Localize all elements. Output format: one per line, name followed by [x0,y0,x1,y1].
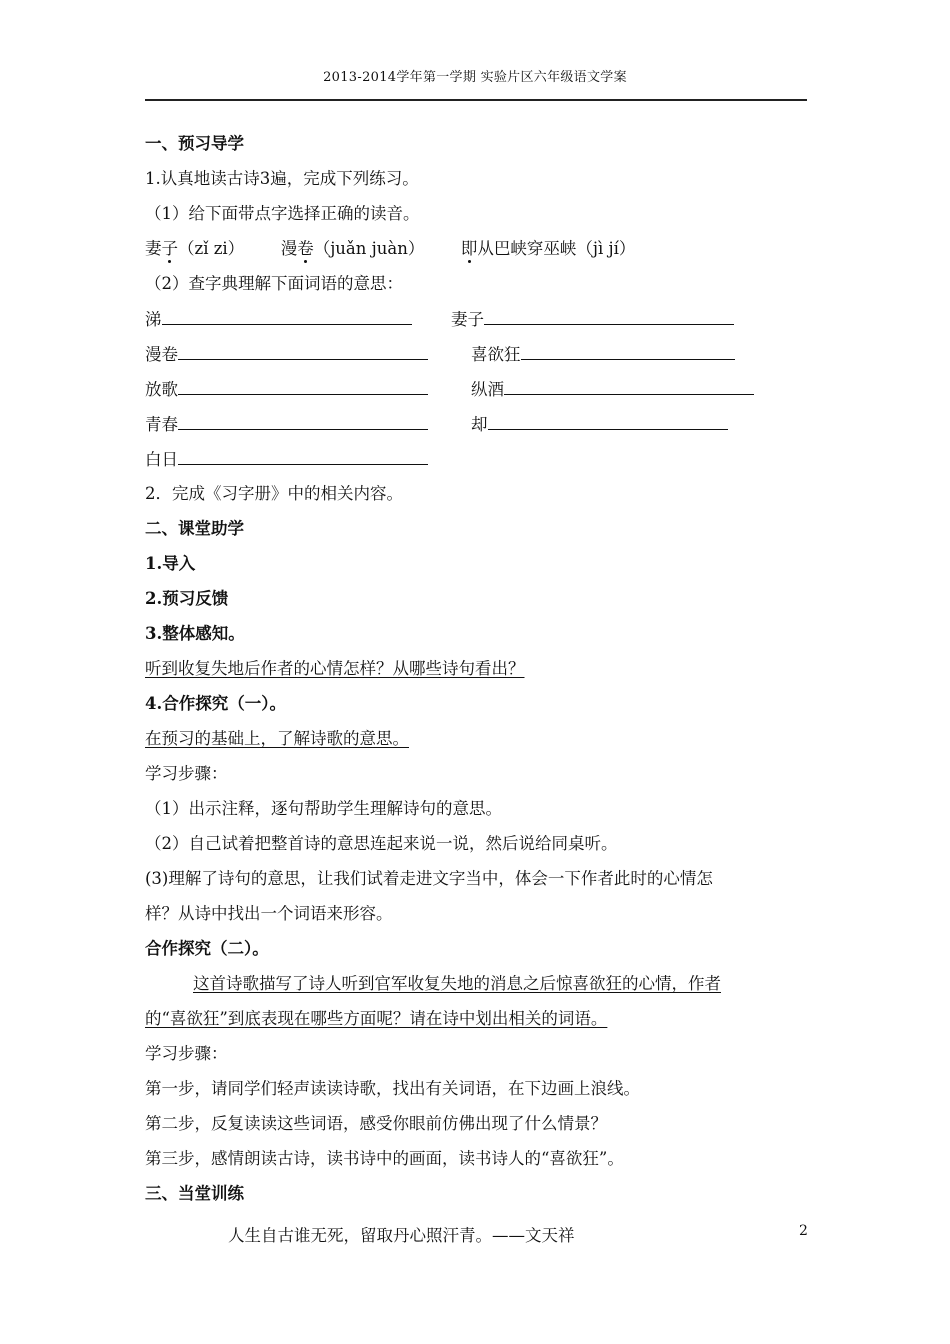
vocab-row-4-left [145,413,428,436]
vocab-term: 纵酒 [471,380,504,399]
answer-blank[interactable] [521,343,735,360]
pron-word-a-prefix: 妻 [145,239,162,258]
vocab-row-5-left [145,448,428,471]
answer-blank[interactable] [162,308,412,325]
page-number: 2 [799,1223,808,1239]
vocab-row-3-left [145,378,428,401]
answer-blank[interactable] [178,378,428,395]
step-cooperative-inquiry-2: 合作探究（二）。 [145,939,269,958]
vocab-term: 涕 [145,310,162,329]
vocab-term: 白日 [145,450,178,469]
header-divider [145,99,807,101]
procedure-step-2: 第二步，反复读读这些词语，感受你眼前仿佛出现了什么情景？ [145,1114,607,1133]
vocab-term: 青春 [145,415,178,434]
pron-word-c-dotted: 即 [460,239,478,258]
answer-blank[interactable] [178,343,428,360]
pron-options-b: （juǎn juàn） [313,239,425,258]
task-pronunciation: （1）给下面带点字选择正确的读音。 [145,204,420,223]
step-preview-feedback: 2.预习反馈 [145,589,229,608]
question-joy-line1: 这首诗歌描写了诗人听到官军收复失地的消息之后惊喜欲狂的心情，作者 [193,974,721,993]
answer-blank[interactable] [178,448,428,465]
learning-step-2: （2）自己试着把整首诗的意思连起来说一说，然后说给同桌听。 [145,834,618,853]
learning-step-3-line1: (3)理解了诗句的意思，让我们试着走进文字当中，体会一下作者此时的心情怎 [145,869,713,888]
procedure-step-1: 第一步，请同学们轻声读读诗歌，找出有关词语，在下边画上浪线。 [145,1079,640,1098]
task-dictionary: （2）查字典理解下面词语的意思： [145,274,403,293]
pron-word-b-dotted: 卷 [297,239,314,258]
procedure-step-3: 第三步，感情朗读古诗，读书诗中的画面，读书诗人的“喜欲狂”。 [145,1149,624,1168]
vocab-row-3-right [471,378,754,401]
pron-word-a-dotted: 子 [161,239,178,258]
vocab-row-1-right [451,308,734,331]
section-heading-classroom: 二、课堂助学 [145,519,244,538]
question-joy-line2: 的“喜欲狂”到底表现在哪些方面呢？请在诗中划出相关的词语。 [145,1009,608,1028]
pron-word-b-prefix: 漫 [280,239,298,258]
pronunciation-row [145,238,635,260]
question-mood: 听到收复失地后作者的心情怎样？从哪些诗句看出？ [145,659,525,678]
vocab-row-4-right [471,413,728,436]
section-heading-preview: 一、预习导学 [145,134,244,153]
answer-blank[interactable] [484,308,734,325]
vocab-row-2-right [471,343,735,366]
pron-options-a: （zǐ zi） [178,239,245,258]
vocab-term: 喜欲狂 [471,345,521,364]
step-overall-perception: 3.整体感知。 [145,624,245,643]
task-read-poem: 1.认真地读古诗3遍，完成下列练习。 [145,169,419,188]
steps-label: 学习步骤： [145,764,228,783]
vocab-term: 却 [471,415,488,434]
learning-step-1: （1）出示注释，逐句帮助学生理解诗句的意思。 [145,799,502,818]
pron-word-c-rest: 从巴峡穿巫峡（jì jí） [477,239,636,258]
vocab-term: 妻子 [451,310,484,329]
learning-step-3-line2: 样？从诗中找出一个词语来形容。 [145,904,393,923]
page-header: 2013-2014学年第一学期 实验片区六年级语文学案 [323,70,627,85]
step-cooperative-inquiry-1: 4.合作探究（一）。 [145,694,286,713]
answer-blank[interactable] [504,378,754,395]
steps-label-2: 学习步骤： [145,1044,228,1063]
task-copybook: 2．完成《习字册》中的相关内容。 [145,484,403,503]
question-poem-meaning: 在预习的基础上，了解诗歌的意思。 [145,729,409,748]
vocab-term: 放歌 [145,380,178,399]
step-introduction: 1.导入 [145,554,196,573]
vocab-row-1-left [145,308,412,331]
answer-blank[interactable] [178,413,428,430]
footer-quote: 人生自古谁无死，留取丹心照汗青。——文天祥 [228,1226,575,1245]
vocab-term: 漫卷 [145,345,178,364]
answer-blank[interactable] [488,413,728,430]
section-heading-practice: 三、当堂训练 [145,1184,244,1203]
vocab-row-2-left [145,343,428,366]
